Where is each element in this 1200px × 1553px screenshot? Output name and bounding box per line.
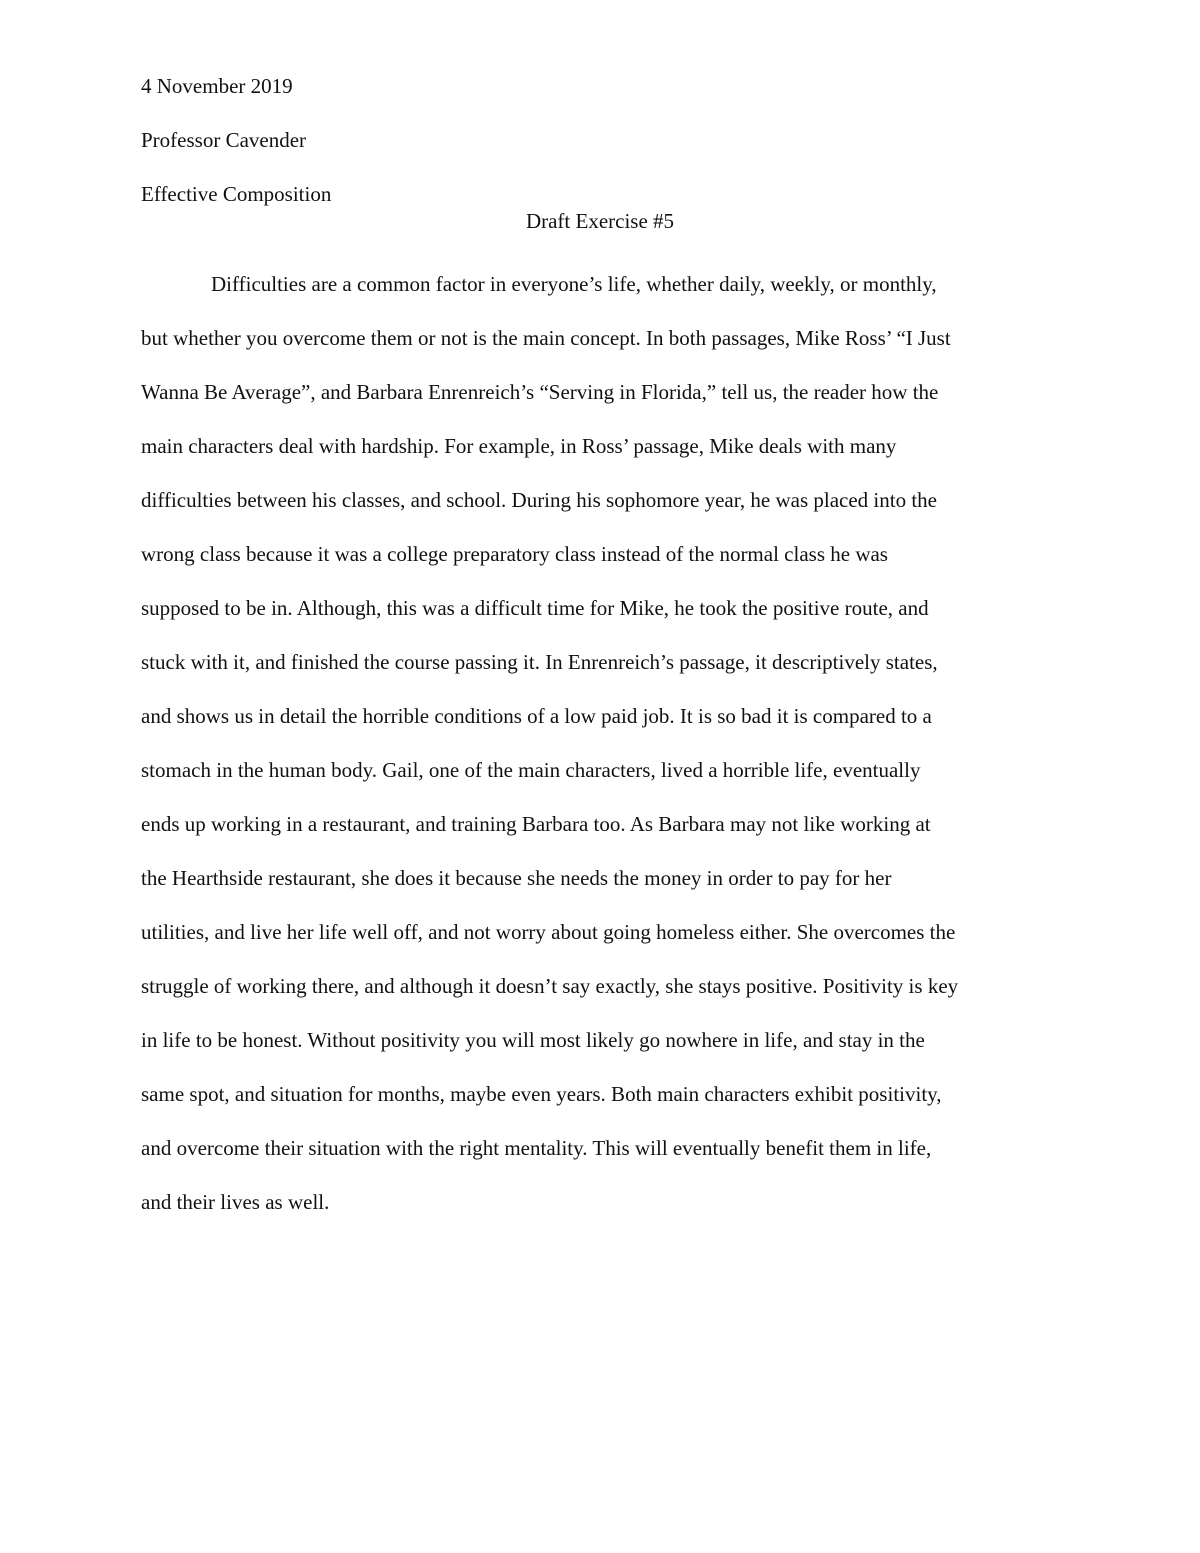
- professor-line: Professor Cavender: [141, 128, 307, 152]
- paragraph-line: supposed to be in. Although, this was a difficult time for Mike, he took the positive route, and: [141, 596, 929, 620]
- paragraph-line: wrong class because it was a college preparatory class instead of the normal class he was: [141, 542, 888, 566]
- course-line: Effective Composition: [141, 182, 332, 206]
- paragraph-line: stomach in the human body. Gail, one of the main characters, lived a horrible life, eventually: [141, 758, 921, 782]
- paragraph-line: main characters deal with hardship. For example, in Ross’ passage, Mike deals with many: [141, 434, 897, 458]
- paragraph-line: the Hearthside restaurant, she does it because she needs the money in order to pay for her: [141, 866, 892, 890]
- date-line: 4 November 2019: [141, 74, 293, 98]
- paragraph-line: and overcome their situation with the right mentality. This will eventually benefit them in life,: [141, 1136, 932, 1160]
- paragraph-line: stuck with it, and finished the course passing it. In Enrenreich’s passage, it descriptively states,: [141, 650, 938, 674]
- paragraph-line: utilities, and live her life well off, and not worry about going homeless either. She overcomes the: [141, 920, 956, 944]
- paragraph-line: and their lives as well.: [141, 1190, 330, 1214]
- document-title: Draft Exercise #5: [525, 209, 675, 233]
- paragraph-line: and shows us in detail the horrible conditions of a low paid job. It is so bad it is compared to a: [141, 704, 932, 728]
- paragraph-line: ends up working in a restaurant, and training Barbara too. As Barbara may not like working at: [141, 812, 931, 836]
- paragraph-line: same spot, and situation for months, maybe even years. Both main characters exhibit positivity,: [141, 1082, 942, 1106]
- paragraph-line: but whether you overcome them or not is the main concept. In both passages, Mike Ross’ “I Just: [141, 326, 951, 350]
- paragraph-line: difficulties between his classes, and school. During his sophomore year, he was placed into the: [141, 488, 937, 512]
- paragraph-line: Wanna Be Average”, and Barbara Enrenreich’s “Serving in Florida,” tell us, the reader how the: [141, 380, 939, 404]
- paragraph-line: struggle of working there, and although it doesn’t say exactly, she stays positive. Positivity is key: [141, 974, 959, 998]
- paragraph-line: in life to be honest. Without positivity you will most likely go nowhere in life, and stay in the: [141, 1028, 925, 1052]
- paragraph-line: Difficulties are a common factor in everyone’s life, whether daily, weekly, or monthly,: [211, 272, 937, 296]
